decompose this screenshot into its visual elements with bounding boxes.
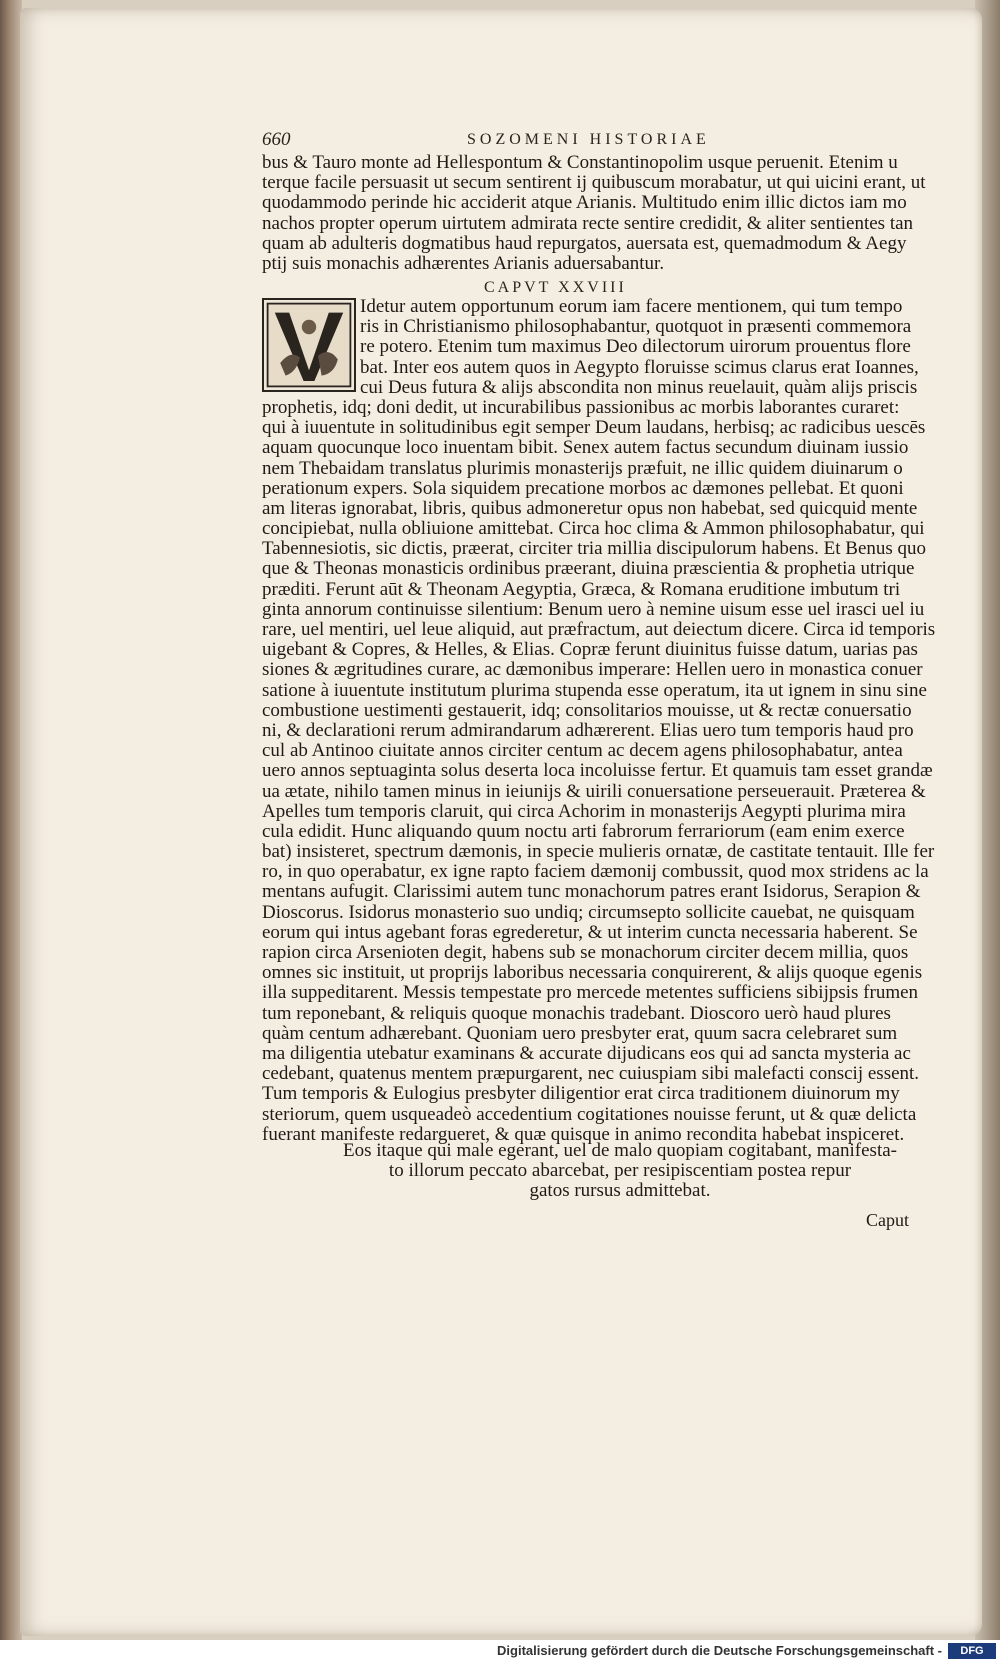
chapter-closing-text bbox=[300, 1140, 940, 1201]
text-line: Idetur autem opportunum eorum iam facere mentionem, qui tum tempo bbox=[360, 297, 903, 317]
preceding-chapter-text bbox=[262, 153, 972, 274]
text-line: cui Deus futura & alijs abscondita non minus reuelauit, quàm alijs priscis bbox=[360, 377, 918, 398]
text-line: nem Thebaidam translatus plurimis monasterijs præfuit, ne illic quidem diuinarum o bbox=[262, 458, 903, 479]
text-line: perationum expers. Sola siquidem precatione morbos ac dæmones pellebat. Et quoni bbox=[262, 478, 904, 499]
text-line: illa suppeditarent. Messis tempestate pro mercede metentes sufficiens sibijpsis frumen bbox=[262, 983, 919, 1004]
text-line: Dioscorus. Isidorus monasterio suo undiq; circumsepto sollicite cauebat, ne quisquam bbox=[262, 902, 915, 923]
text-line: gatos rursus admittebat. bbox=[529, 1180, 711, 1201]
text-line: uero annos septuaginta solus deserta loca incoluisse fertur. Et quamuis tam esset grandæ bbox=[262, 761, 933, 782]
text-line: quodammodo perinde hic acciderit atque Arianis. Multitudo enim illic dictos iam mo bbox=[262, 193, 907, 214]
text-line: fuerant manifeste redargueret, & quæ quisque in animo recondita habebat inspiceret. bbox=[262, 1124, 905, 1145]
dfg-logo: DFG bbox=[948, 1643, 996, 1659]
text-line: ni, & declarationi rerum admirandarum adhærerent. Elias uero tum temporis haud pro bbox=[262, 720, 914, 741]
text-line: concipiebat, nulla obliuione amittebat. Circa hoc clima & Ammon philosophabatur, qui bbox=[262, 519, 925, 540]
text-line: bus & Tauro monte ad Hellespontum & Constantinopolim usque peruenit. Etenim u bbox=[262, 153, 898, 173]
running-title: SOZOMENI HISTORIAE bbox=[467, 131, 710, 148]
text-line: qui à iuuentute in solitudinibus egit semper Deum laudans, herbisq; ac radicibus uescēs bbox=[262, 418, 926, 439]
text-line: præditi. Ferunt aūt & Theonam Aegyptia, Græca, & Romana eruditione imbutum tri bbox=[262, 579, 901, 600]
text-line: re potero. Etenim tum maximus Deo dilectorum uirorum prouentus flore bbox=[360, 337, 911, 358]
text-line: ginta annorum continuisse silentium: Benum uero à nemine uisum esse uel irasci uel iu bbox=[262, 599, 925, 620]
text-line: ptij suis monachis adhærentes Arianis aduersabantur. bbox=[262, 253, 665, 274]
chapter-heading: CAPVT XXVIII bbox=[484, 279, 627, 296]
text-line: eorum qui intus agebant foras egrederetur, & ut interim cuncta necessaria haberent. Se bbox=[262, 922, 918, 943]
text-line: Tabennesiotis, sic dictis, præerat, circiter tria millia discipulorum habens. Et Benus quo bbox=[262, 539, 927, 560]
text-line: cedebant, quatenus mentem præpurgarent, nec cuiuspiam sibi malefacti conscij essent. bbox=[262, 1064, 920, 1085]
text-line: ro, in quo operabatur, ex igne rapto faciem dæmonij combussit, quod mox stridens ac la bbox=[262, 862, 929, 883]
text-line: cul ab Antinoo ciuitate annos circiter centum ac decem agens philosophabatur, antea bbox=[262, 741, 903, 762]
text-line: Eos itaque qui male egerant, uel de malo quopiam cogitabant, manifesta- bbox=[343, 1140, 897, 1161]
text-line: rare, uel mentiri, uel leue aliquid, aut præfractum, aut deiectum dicere. Circa id temporis bbox=[262, 620, 936, 640]
text-line: to illorum peccato abarcebat, per resipiscentiam postea repur bbox=[388, 1160, 852, 1181]
text-line: tum reponebant, & reliquis quoque monachis tradebant. Dioscoro uerò haud plures bbox=[262, 1003, 891, 1024]
text-line: nachos propter operum uirtutem admirata recte sentire credidit, & aliter sentientes tan bbox=[262, 213, 914, 234]
text-line: cula edidit. Hunc aliquando quum noctu arti fabrorum ferrariorum (eam enim exerce bbox=[262, 821, 905, 842]
book-fore-edge bbox=[0, 0, 22, 1640]
text-line: am literas ignorabat, libris, quibus admoneretur opus non habebat, sed quicquid mente bbox=[262, 498, 918, 519]
text-line: uigebant & Copres, & Helles, & Elias. Copræ ferunt diuinitus fuisse datum, uarias pas bbox=[262, 640, 918, 661]
page-number: 660 bbox=[262, 129, 291, 150]
text-line: ua ætate, nihilo tamen minus in ieiunijs & uirili conuersatione perseuerauit. Præterea & bbox=[262, 781, 926, 802]
catchword: Caput bbox=[866, 1210, 909, 1230]
text-line: que & Theonas monasticis ordinibus præerant, diuina præscientia & prophetia utrique bbox=[262, 559, 915, 580]
text-line: quam ab adulteris dogmatibus haud repurgatos, auersata est, quemadmodum & Aegy bbox=[262, 233, 907, 254]
funding-notice: Digitalisierung gefördert durch die Deutsche Forschungsgemeinschaft - bbox=[497, 1643, 942, 1658]
text-line: siones & ægritudines curare, ac dæmonibus imperare: Hellen uero in monastica conuer bbox=[262, 660, 923, 681]
text-line: Apelles tum temporis claruit, qui circa Achorim in monasterijs Aegypti plurima mira bbox=[262, 801, 906, 822]
text-line: aquam quocunque loco inuentam bibit. Senex autem factus secundum diuinam iussio bbox=[262, 438, 909, 459]
text-line: terque facile persuasit ut secum sentirent ij quibuscum morabatur, ut qui uicini erant, ut bbox=[262, 173, 926, 194]
text-line: ma diligentia utebatur examinans & accurate dijudicans eos qui ad sancta mysteria ac bbox=[262, 1043, 911, 1064]
footer-bar bbox=[0, 1640, 1000, 1663]
text-line: mentans aufugit. Clarissimi autem tunc monachorum patres erant Isidorus, Serapion & bbox=[262, 882, 921, 903]
running-head bbox=[262, 129, 962, 153]
text-line: steriorum, quem usqueadeò accedentium cogitationes nouisse ferunt, ut & quæ delicta bbox=[262, 1104, 917, 1125]
text-line: omnes sic instituit, ut proprijs laboribus necessaria conquirerent, & alijs quoque egenis bbox=[262, 963, 923, 984]
text-line: quàm centum adhærebant. Quoniam uero presbyter erat, quum sacra celebraret sum bbox=[262, 1023, 898, 1044]
text-line: bat. Inter eos autem quos in Aegypto floruisse scimus clarus erat Ioannes, bbox=[360, 357, 919, 378]
text-line: ris in Christianismo philosophabantur, quotquot in præsenti commemora bbox=[360, 317, 912, 338]
text-line: prophetis, idq; doni dedit, ut incurabilibus passionibus ac morbis laborantes curaret: bbox=[262, 397, 900, 418]
chapter-body-text bbox=[262, 297, 967, 1145]
text-line: satione à iuuentute institutum plurima stupenda esse operatum, ita ut ignem in sinu sine bbox=[262, 680, 927, 701]
text-line: combustione uestimenti gestauerit, idq; consolitarios mouisse, ut & rectæ conuersatio bbox=[262, 700, 912, 721]
text-line: Tum temporis & Eulogius presbyter diligentior erat circa traditionem diuinorum my bbox=[262, 1084, 900, 1105]
text-line: rapion circa Arsenioten degit, habens sub se monachorum circiter decem millia, quos bbox=[262, 943, 909, 963]
text-line: bat) insisteret, spectrum dæmonis, in specie mulieris ornatæ, de castitate tentauit. Ille fer bbox=[262, 842, 935, 863]
